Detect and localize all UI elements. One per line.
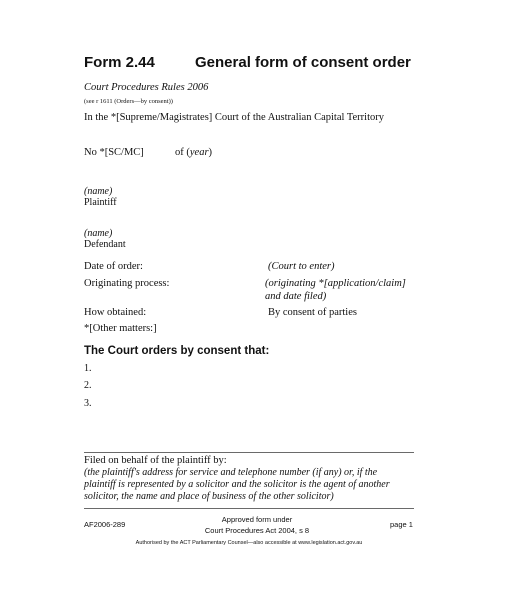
year-placeholder: year — [189, 147, 209, 158]
divider-bottom — [84, 508, 414, 509]
date-of-order-value: (Court to enter) — [268, 261, 335, 272]
plaintiff-name: (name) — [84, 186, 113, 197]
page-number: page 1 — [390, 520, 413, 529]
filed-detail-1: (the plaintiff's address for service and telephone number (if any) or, if the — [84, 467, 378, 478]
rules-title: Court Procedures Rules 2006 — [84, 82, 209, 93]
originating-process-value-2: and date filed) — [265, 291, 327, 302]
form-number: Form 2.44 — [84, 54, 155, 71]
originating-process-label: Originating process: — [84, 278, 170, 289]
order-item: 2. — [84, 380, 92, 391]
approved-line-2: Court Procedures Act 2004, s 8 — [204, 526, 310, 535]
other-matters: *[Other matters:] — [84, 323, 157, 334]
plaintiff-label: Plaintiff — [84, 197, 117, 208]
how-obtained-label: How obtained: — [84, 307, 147, 318]
year-close: ) — [208, 147, 213, 158]
form-code: AF2006-289 — [84, 520, 126, 529]
divider-top — [84, 452, 414, 453]
of-text: of ( — [175, 147, 190, 158]
order-item: 1. — [84, 363, 92, 374]
originating-process-value-1: (originating *[application/claim] — [265, 278, 406, 289]
defendant-label: Defendant — [84, 239, 126, 250]
approved-line-1: Approved form under — [221, 515, 293, 524]
case-number: No *[SC/MC] — [84, 147, 144, 158]
date-of-order-label: Date of order: — [84, 261, 143, 272]
approved-form — [157, 514, 357, 536]
rule-reference: (see r 1611 (Orders—by consent)) — [84, 98, 173, 105]
filed-detail-2: plaintiff is represented by a solicitor and the solicitor is the agent of another — [84, 479, 390, 490]
case-year — [175, 147, 212, 158]
filed-label: Filed on behalf of the plaintiff by: — [84, 455, 227, 466]
authorisation-note: Authorised by the ACT Parliamentary Counsel—also accessible at www.legislation.act.gov.au — [135, 540, 363, 546]
how-obtained-value: By consent of parties — [268, 307, 357, 318]
form-title: General form of consent order — [195, 54, 411, 71]
court-heading: In the *[Supreme/Magistrates] Court of the Australian Capital Territory — [84, 112, 384, 123]
orders-heading: The Court orders by consent that: — [84, 345, 270, 357]
defendant-name: (name) — [84, 228, 113, 239]
filed-detail-3: solicitor, the name and place of business of the other solicitor) — [84, 491, 334, 502]
order-item: 3. — [84, 398, 92, 409]
